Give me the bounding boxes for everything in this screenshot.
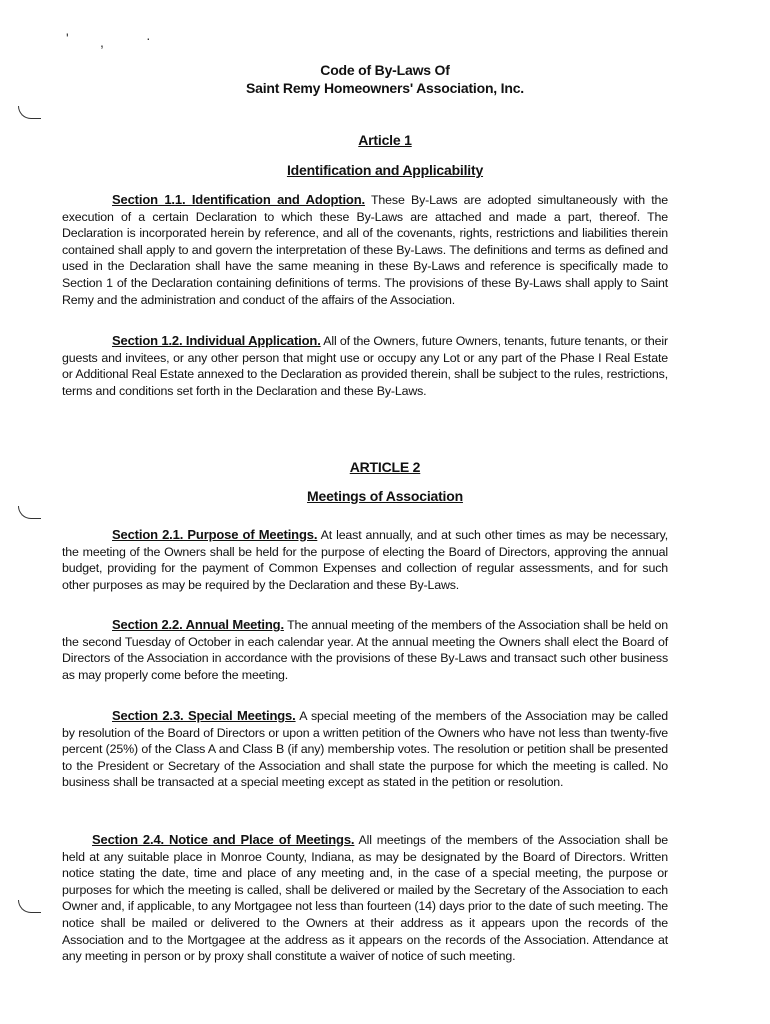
scan-speck: · <box>146 30 151 46</box>
binder-hole-mark <box>18 506 41 519</box>
document-title-line1: Code of By-Laws Of <box>320 62 450 78</box>
section-2-2-title: Section 2.2. Annual Meeting. <box>112 617 284 632</box>
article-2-heading <box>0 459 770 475</box>
section-2-3-body: A special meeting of the members of the Association may be called by resolution of the Board of Directors or upon a written petition of the Owners who have not less than twenty-five percent (25%) of the Class A and Class B (if any) membership votes. The resolution or petition shall be presented to the President or Secretary of the Association and shall state the purpose for which the meeting is called. No business shall be transacted at a special meeting except as stated in the petition or resolution. <box>62 709 669 790</box>
section-1-1-title: Section 1.1. Identification and Adoption. <box>112 192 365 207</box>
section-1-1 <box>62 192 668 308</box>
section-2-1-body: At least annually, and at such other times as may be necessary, the meeting of the Owners shall be held for the purpose of electing the Board of Directors, approving the annual budget, providing for the payment of Common Expenses and collection of regular assessments, and for such other purposes as may be required by the Declaration and these By-Laws. <box>62 528 668 592</box>
article-1-heading <box>0 132 770 148</box>
article-2-heading-text: ARTICLE 2 <box>349 459 421 475</box>
document-title-line2: Saint Remy Homeowners' Association, Inc. <box>246 80 524 96</box>
section-2-2 <box>62 617 668 683</box>
section-2-4-title: Section 2.4. Notice and Place of Meetings. <box>92 832 355 847</box>
binder-hole-mark <box>18 900 41 913</box>
section-2-3-title: Section 2.3. Special Meetings. <box>112 708 296 723</box>
section-1-2-body: All of the Owners, future Owners, tenants, future tenants, or their guests and invitees, or any other person that might use or occupy any Lot or any part of the Phase I Real Estate or Additional Real Estate annexed to the Declaration as provided therein, shall be subject to the rules, restrictions, terms and conditions set forth in the Declaration and these By-Laws. <box>62 334 668 398</box>
section-2-1 <box>62 527 668 593</box>
section-2-1-title: Section 2.1. Purpose of Meetings. <box>112 527 318 542</box>
section-2-2-body: The annual meeting of the members of the Association shall be held on the second Tuesday of October in each calendar year. At the annual meeting the Owners shall elect the Board of Directors of the Association in accordance with the provisions of these By-Laws and transact such other business as may properly come before the meeting. <box>62 618 668 682</box>
article-1-subheading <box>0 162 770 178</box>
article-1-heading-text: Article 1 <box>358 132 412 148</box>
section-1-1-body: These By-Laws are adopted simultaneously with the execution of a certain Declaration to which these By-Laws are attached and made a part, thereof. The Declaration is incorporated herein by reference, and all of the covenants, rights, restrictions and liabilities therein contained shall apply to and govern the interpretation of these By-Laws. The definitions and terms as defined and used in the Declaration shall have the same meaning in these By-Laws and reference is specifically made to Section 1 of the Declaration containing definitions of terms. The provisions of these By-Laws shall apply to Saint Remy and the administration and conduct of the affairs of the Association. <box>62 193 668 307</box>
scan-speck: , <box>100 34 104 50</box>
article-2-subheading-text: Meetings of Association <box>307 488 463 504</box>
section-1-2 <box>62 333 668 399</box>
section-2-3 <box>62 708 668 791</box>
article-2-subheading <box>0 488 770 504</box>
section-2-4 <box>62 832 668 965</box>
section-2-4-body: All meetings of the members of the Association shall be held at any suitable place in Monroe County, Indiana, as may be designated by the Board of Directors. Written notice stating the date, time and place of any meeting and, in the case of a special meeting, the purpose or purposes for which the meeting is called, shall be delivered or mailed by the Secretary of the Association to each Owner and, if applicable, to any Mortgagee not less than fourteen (14) days prior to the date of such meeting. The notice shall be mailed or delivered to the Owners at their address as it appears upon the records of the Association and to the Mortgagee at the address as it appears on the records of the Association. Attendance at any meeting in person or by proxy shall constitute a waiver of notice of such meeting. <box>62 833 669 964</box>
article-1-subheading-text: Identification and Applicability <box>286 162 484 178</box>
scan-speck: ' <box>66 30 69 46</box>
binder-hole-mark <box>18 106 41 119</box>
section-1-2-title: Section 1.2. Individual Application. <box>112 333 321 348</box>
